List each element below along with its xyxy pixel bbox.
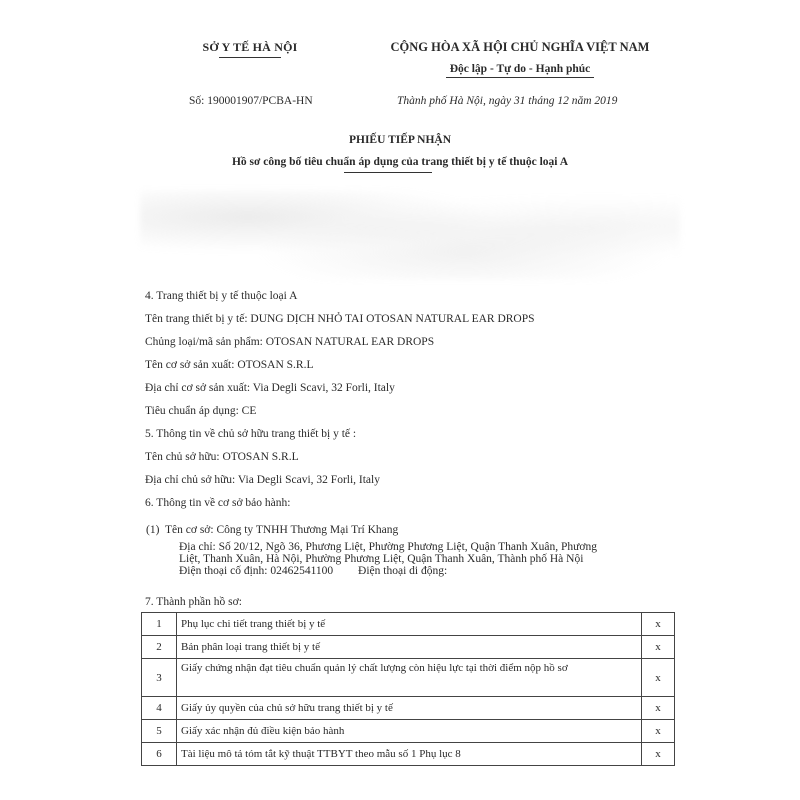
row-number: 6 xyxy=(142,743,177,766)
applied-standard: Tiêu chuẩn áp dụng: CE xyxy=(145,405,257,417)
component-name: Tài liệu mô tả tóm tắt kỹ thuật TTBYT theo mẫu số 1 Phụ lục 8 xyxy=(177,743,642,766)
document-title: PHIẾU TIẾP NHẬN xyxy=(348,134,452,146)
section-7-heading: 7. Thành phần hồ sơ: xyxy=(145,596,242,608)
check-mark: x xyxy=(642,697,675,720)
agency-name: SỞ Y TẾ HÀ NỘI xyxy=(202,40,298,54)
components-table xyxy=(141,612,675,766)
check-mark: x xyxy=(642,613,675,636)
mobile-phone: Điện thoại di động: xyxy=(358,565,448,577)
warranty-address-line-1: Địa chỉ: Số 20/12, Ngõ 36, Phương Liệt, Phường Phương Liệt, Quận Thanh Xuân, Phương xyxy=(179,541,597,553)
component-name: Giấy chứng nhận đạt tiêu chuẩn quản lý chất lượng còn hiệu lực tại thời điểm nộp hồ sơ xyxy=(177,659,642,697)
table-row xyxy=(142,659,675,697)
check-mark: x xyxy=(642,636,675,659)
section-5-heading: 5. Thông tin về chủ sở hữu trang thiết bị y tế : xyxy=(145,428,357,440)
warranty-number: (1) xyxy=(146,524,160,536)
row-number: 1 xyxy=(142,613,177,636)
landline-phone: Điện thoại cố định: 02462541100 xyxy=(179,565,334,577)
component-name: Phụ lục chi tiết trang thiết bị y tế xyxy=(177,613,642,636)
warranty-name: Tên cơ sở: Công ty TNHH Thương Mại Trí Khang xyxy=(165,524,399,536)
place-and-date: Thành phố Hà Nội, ngày 31 tháng 12 năm 2019 xyxy=(397,95,618,107)
warranty-address-line-2: Liệt, Thanh Xuân, Hà Nội, Phường Phương Liệt, Quận Thanh Xuân, Thành phố Hà Nội xyxy=(179,553,584,565)
manufacturer-address: Địa chỉ cơ sở sản xuất: Via Degli Scavi, 32 Forli, Italy xyxy=(145,382,395,394)
agency-underline xyxy=(219,57,281,58)
component-name: Giấy ủy quyền của chủ sở hữu trang thiết bị y tế xyxy=(177,697,642,720)
section-4-heading: 4. Trang thiết bị y tế thuộc loại A xyxy=(145,290,298,302)
table-row xyxy=(142,743,675,766)
table-row xyxy=(142,697,675,720)
row-number: 3 xyxy=(142,659,177,697)
header-republic-block xyxy=(360,40,680,78)
row-number: 2 xyxy=(142,636,177,659)
check-mark: x xyxy=(642,743,675,766)
header-agency-block xyxy=(175,40,325,58)
check-mark: x xyxy=(642,659,675,697)
device-name: Tên trang thiết bị y tế: DUNG DỊCH NHỎ TAI OTOSAN NATURAL EAR DROPS xyxy=(145,313,535,325)
component-name: Giấy xác nhận đủ điều kiện bảo hành xyxy=(177,720,642,743)
table-row xyxy=(142,720,675,743)
table-row xyxy=(142,636,675,659)
warranty-phones xyxy=(179,565,665,577)
national-motto: Độc lập - Tự do - Hạnh phúc xyxy=(449,63,591,75)
owner-address: Địa chỉ chủ sở hữu: Via Degli Scavi, 32 Forli, Italy xyxy=(145,474,380,486)
section-6-heading: 6. Thông tin về cơ sở bảo hành: xyxy=(145,497,291,509)
document-subtitle: Hồ sơ công bố tiêu chuẩn áp dụng của trang thiết bị y tế thuộc loại A xyxy=(231,156,569,168)
republic-name: CỘNG HÒA XÃ HỘI CHỦ NGHĨA VIỆT NAM xyxy=(390,40,650,54)
component-name: Bản phân loại trang thiết bị y tế xyxy=(177,636,642,659)
warranty-details xyxy=(165,524,665,577)
redacted-area xyxy=(140,190,680,280)
check-mark: x xyxy=(642,720,675,743)
motto-underline xyxy=(446,77,594,78)
manufacturer-name: Tên cơ sở sản xuất: OTOSAN S.R.L xyxy=(145,359,314,371)
subtitle-underline xyxy=(344,172,432,173)
table-row xyxy=(142,613,675,636)
product-type: Chủng loại/mã sản phẩm: OTOSAN NATURAL EAR DROPS xyxy=(145,336,435,348)
row-number: 4 xyxy=(142,697,177,720)
document-number: Số: 190001907/PCBA-HN xyxy=(189,95,313,107)
owner-name: Tên chủ sở hữu: OTOSAN S.R.L xyxy=(145,451,299,463)
row-number: 5 xyxy=(142,720,177,743)
